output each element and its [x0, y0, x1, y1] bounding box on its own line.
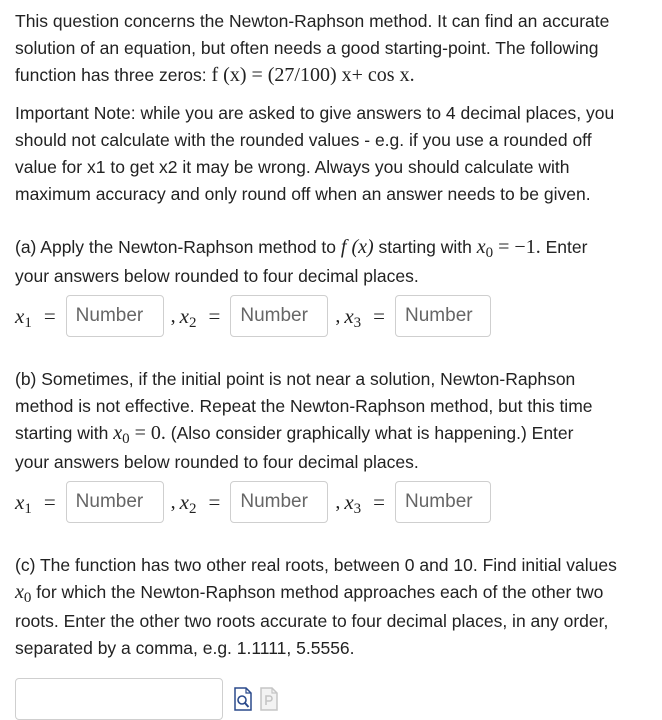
- part-b-x2-input[interactable]: Number: [230, 481, 328, 523]
- equals-sign: =: [43, 489, 56, 514]
- syntax-help-icon[interactable]: [259, 687, 279, 711]
- equals-sign: =: [208, 489, 221, 514]
- note-line-3: value for x1 to get x2 it may be wrong. Always you should calculate with: [15, 157, 570, 177]
- part-a-answer-row: [15, 292, 652, 340]
- part-a-x1-input[interactable]: Number: [66, 295, 164, 337]
- intro-line-2: solution of an equation, but often needs a good starting-point. The following: [15, 38, 599, 58]
- part-c-answer-row: [15, 678, 652, 720]
- part-c-line-2: [15, 579, 652, 608]
- part-c-line-1: (c) The function has two other real roots, between 0 and 10. Find initial values: [15, 555, 617, 575]
- part-c-answer-input[interactable]: [15, 678, 223, 720]
- part-c-x0-var: x: [15, 581, 24, 603]
- part-b-line-1: (b) Sometimes, if the initial point is not near a solution, Newton-Raphson: [15, 369, 576, 389]
- note-line-2: should not calculate with the rounded values - e.g. if you use a rounded off: [15, 130, 592, 150]
- equals-sign: =: [373, 489, 386, 514]
- part-a-text: (a) Apply the Newton-Raphson method to: [15, 237, 341, 257]
- preview-icon[interactable]: [233, 687, 253, 711]
- note-line-1: Important Note: while you are asked to give answers to 4 decimal places, you: [15, 103, 615, 123]
- note-line-4: maximum accuracy and only round off when an answer needs to be given.: [15, 184, 591, 204]
- equals-sign: =: [43, 303, 56, 328]
- part-b-x1-label: x1: [15, 489, 32, 517]
- part-a-mid: starting with: [373, 237, 477, 257]
- part-c-line-4: separated by a comma, e.g. 1.1111, 5.5556.: [15, 638, 355, 658]
- part-a-x0-value: = −1.: [493, 236, 541, 258]
- part-a-x2-input[interactable]: Number: [230, 295, 328, 337]
- part-a-x2-label: x2: [179, 303, 197, 331]
- part-a-line-2: your answers below rounded to four decimal places.: [15, 266, 419, 286]
- part-b-line-2: method is not effective. Repeat the Newton-Raphson method, but this time: [15, 396, 593, 416]
- part-b-x3-label: x3: [344, 489, 362, 517]
- part-b-line-3: [15, 420, 652, 449]
- part-b-line-4: your answers below rounded to four decimal places.: [15, 452, 419, 472]
- comma: ,: [170, 304, 176, 327]
- part-a-x3-label: x3: [344, 303, 362, 331]
- part-b-prefix: starting with: [15, 423, 114, 443]
- equals-sign: =: [373, 303, 386, 328]
- part-c-x0-sub: 0: [23, 590, 32, 606]
- part-b-x0-sub: 0: [122, 431, 130, 447]
- part-a-line-1: [15, 234, 652, 263]
- intro-line-1: This question concerns the Newton-Raphson method. It can find an accurate: [15, 11, 610, 31]
- part-b-suffix: (Also consider graphically what is happening.) Enter: [165, 423, 574, 443]
- intro-line-3-text: function has three zeros:: [15, 65, 212, 85]
- part-a-after: Enter: [540, 237, 588, 257]
- part-a-x0-sub: 0: [485, 245, 494, 261]
- comma: ,: [170, 490, 176, 513]
- function-formula: f (x) = (27/100) x+ cos x.: [211, 64, 415, 86]
- part-b-x2-label: x2: [179, 489, 197, 517]
- part-a-x0-var: x: [476, 236, 486, 258]
- part-c-line-2-text: for which the Newton-Raphson method approaches each of the other two: [31, 582, 604, 602]
- part-b-x0-var: x: [113, 422, 123, 444]
- part-a-x3-input[interactable]: Number: [395, 295, 491, 337]
- comma: ,: [335, 490, 341, 513]
- part-b-x1-input[interactable]: Number: [66, 481, 164, 523]
- part-c-line-3: roots. Enter the other two roots accurate to four decimal places, in any order,: [15, 611, 609, 631]
- part-b-x0-value: = 0.: [129, 422, 166, 444]
- part-b-answer-row: [15, 478, 652, 526]
- comma: ,: [335, 304, 341, 327]
- intro-line-3: [15, 62, 652, 89]
- equals-sign: =: [208, 303, 221, 328]
- part-a-x1-label: x1: [15, 303, 32, 331]
- part-b-x3-input[interactable]: Number: [395, 481, 491, 523]
- part-a-func: f (x): [340, 236, 374, 258]
